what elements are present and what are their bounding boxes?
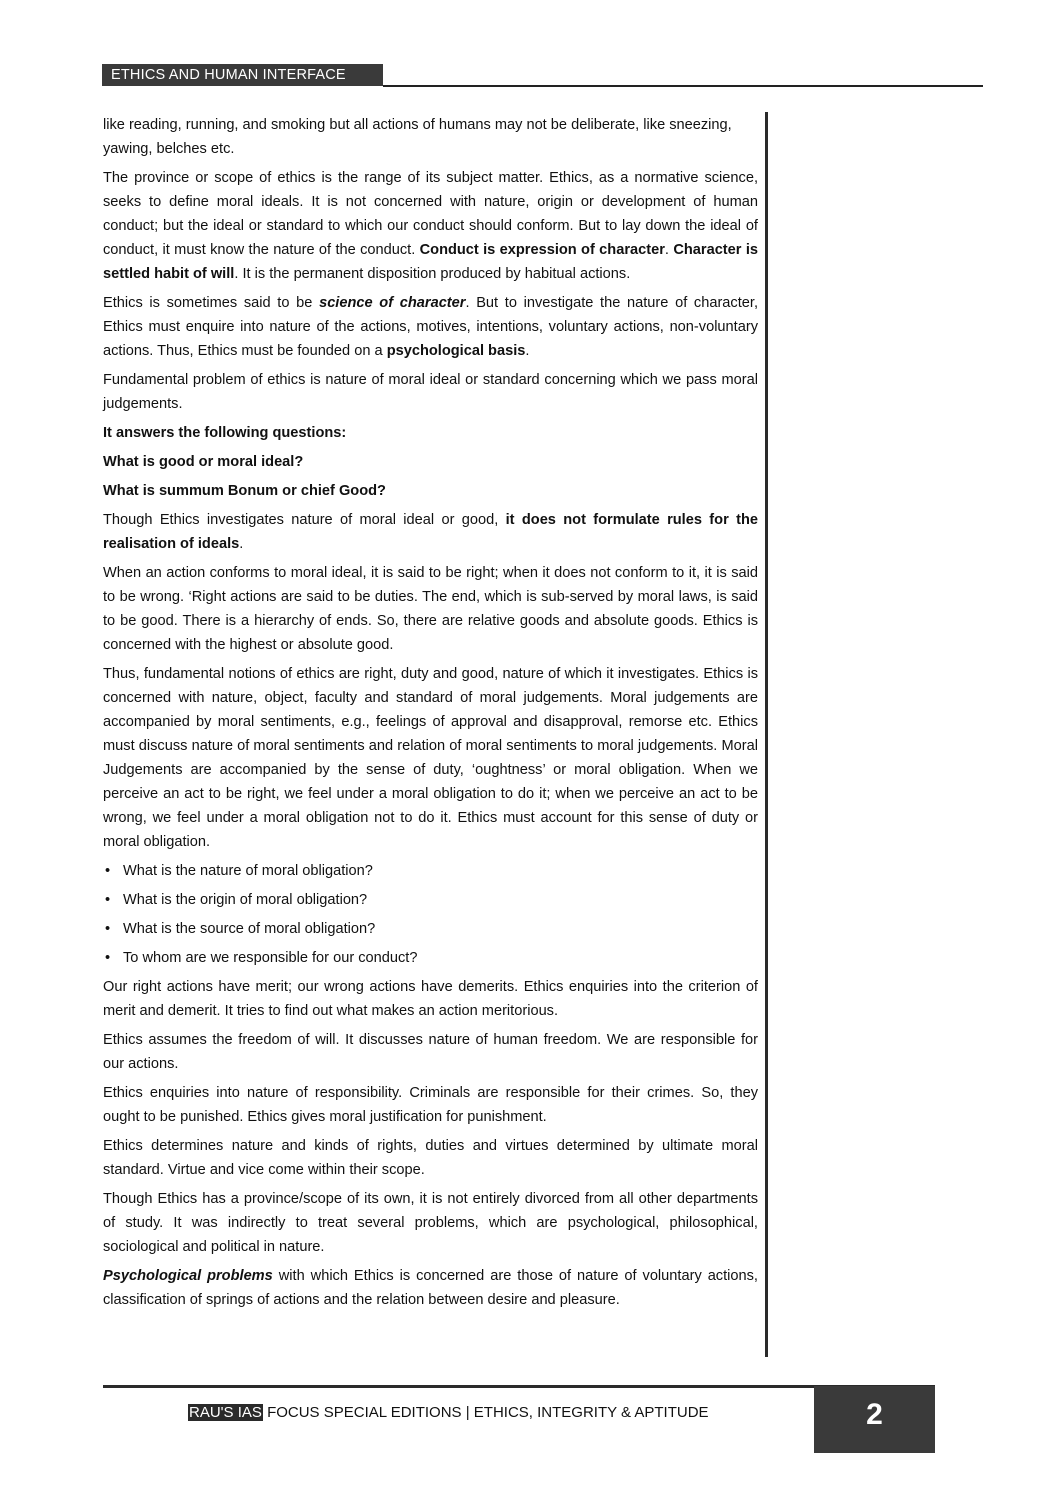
- list-item: • What is the origin of moral obligation?: [103, 888, 758, 912]
- right-margin-bar: [765, 112, 768, 1357]
- question: What is good or moral ideal?: [103, 454, 304, 470]
- bullet-list: [103, 859, 758, 970]
- questions-intro: It answers the following questions:: [103, 425, 347, 441]
- list-item: • What is the nature of moral obligation?: [103, 859, 758, 883]
- footer-caption: [188, 1404, 709, 1422]
- paragraph: Ethics is sometimes said to be science of character. But to investigate the nature of character, Ethics must enquire into nature of the actions, motives, intentions, voluntary actions, non-voluntary actions. Thus, Ethics must be founded on a psychological basis.: [103, 295, 759, 359]
- bold-phrase: Conduct is expression of character: [419, 242, 665, 258]
- list-item: • To whom are we responsible for our conduct?: [103, 946, 758, 970]
- footer-rule: [103, 1385, 935, 1388]
- header-rule: [383, 85, 983, 87]
- brand-logo: RAU'S IAS: [189, 1404, 262, 1421]
- bold-italic-phrase: Psychological problems: [103, 1268, 273, 1284]
- paragraph: Thus, fundamental notions of ethics are right, duty and good, nature of which it investigates. Ethics is concerned with nature, object, faculty and standard of moral judgements. Moral judgements are accompanied by moral sentiments, e.g., feelings of approval and disapproval, remorse etc. Ethics must discuss nature of moral sentiments and relation of moral sentiments to moral judgements. Moral Judgements are accompanied by the sense of duty, ‘oughtness’ or moral obligation. When we perceive an act to be right, we feel under a moral obligation to do it; when we perceive an act to be wrong, we feel under a moral obligation not to do it. Ethics must account for this sense of duty or moral obligation.: [103, 666, 758, 850]
- paragraph: Ethics assumes the freedom of will. It discusses nature of human freedom. We are responsible for our actions.: [103, 1032, 758, 1072]
- bold-italic-phrase: science of character: [319, 295, 466, 311]
- page-number: 2: [814, 1386, 935, 1453]
- paragraph: Though Ethics investigates nature of moral ideal or good, it does not formulate rules for the realisation of ideals.: [103, 512, 758, 552]
- list-item: • What is the source of moral obligation?: [103, 917, 758, 941]
- paragraph: like reading, running, and smoking but all actions of humans may not be deliberate, like sneezing, yawing, belches etc.: [103, 117, 732, 157]
- paragraph: Though Ethics has a province/scope of its own, it is not entirely divorced from all other departments of study. It was indirectly to treat several problems, which are psychological, philosophical, sociological and political in nature.: [103, 1191, 758, 1255]
- running-header: ETHICS AND HUMAN INTERFACE: [102, 64, 383, 86]
- question: What is summum Bonum or chief Good?: [103, 483, 386, 499]
- bold-phrase: psychological basis: [386, 343, 526, 359]
- paragraph: Our right actions have merit; our wrong actions have demerits. Ethics enquiries into the criterion of merit and demerit. It tries to find out what makes an action meritorious.: [103, 979, 758, 1019]
- paragraph: When an action conforms to moral ideal, it is said to be right; when it does not conform to it, it is said to be wrong. ‘Right actions are said to be duties. The end, which is sub-served by moral laws, is said to be good. There is a hierarchy of ends. So, there are relative goods and absolute goods. Ethics is concerned with the highest or absolute good.: [103, 565, 758, 653]
- bold-phrase: it does not formulate rules for the realisation of ideals: [103, 512, 758, 552]
- page-body: [103, 113, 758, 1317]
- bold-phrase: Character is settled habit of will: [103, 242, 758, 282]
- paragraph: Ethics enquiries into nature of responsibility. Criminals are responsible for their crimes. So, they ought to be punished. Ethics gives moral justification for punishment.: [103, 1085, 758, 1125]
- paragraph: Ethics determines nature and kinds of rights, duties and virtues determined by ultimate moral standard. Virtue and vice come within their scope.: [103, 1138, 758, 1178]
- footer-label: FOCUS SPECIAL EDITIONS | ETHICS, INTEGRITY & APTITUDE: [267, 1404, 709, 1421]
- paragraph: Fundamental problem of ethics is nature of moral ideal or standard concerning which we pass moral judgements.: [103, 372, 758, 412]
- paragraph: Psychological problems with which Ethics is concerned are those of nature of voluntary actions, classification of springs of actions and the relation between desire and pleasure.: [103, 1268, 758, 1308]
- paragraph: The province or scope of ethics is the range of its subject matter. Ethics, as a normative science, seeks to define moral ideals. It is not concerned with nature, origin or development of human conduct; but the ideal or standard to which our conduct should conform. But to lay down the ideal of conduct, it must know the nature of the conduct. Conduct is expression of character. Character is settled habit of will. It is the permanent disposition produced by habitual actions.: [103, 170, 758, 282]
